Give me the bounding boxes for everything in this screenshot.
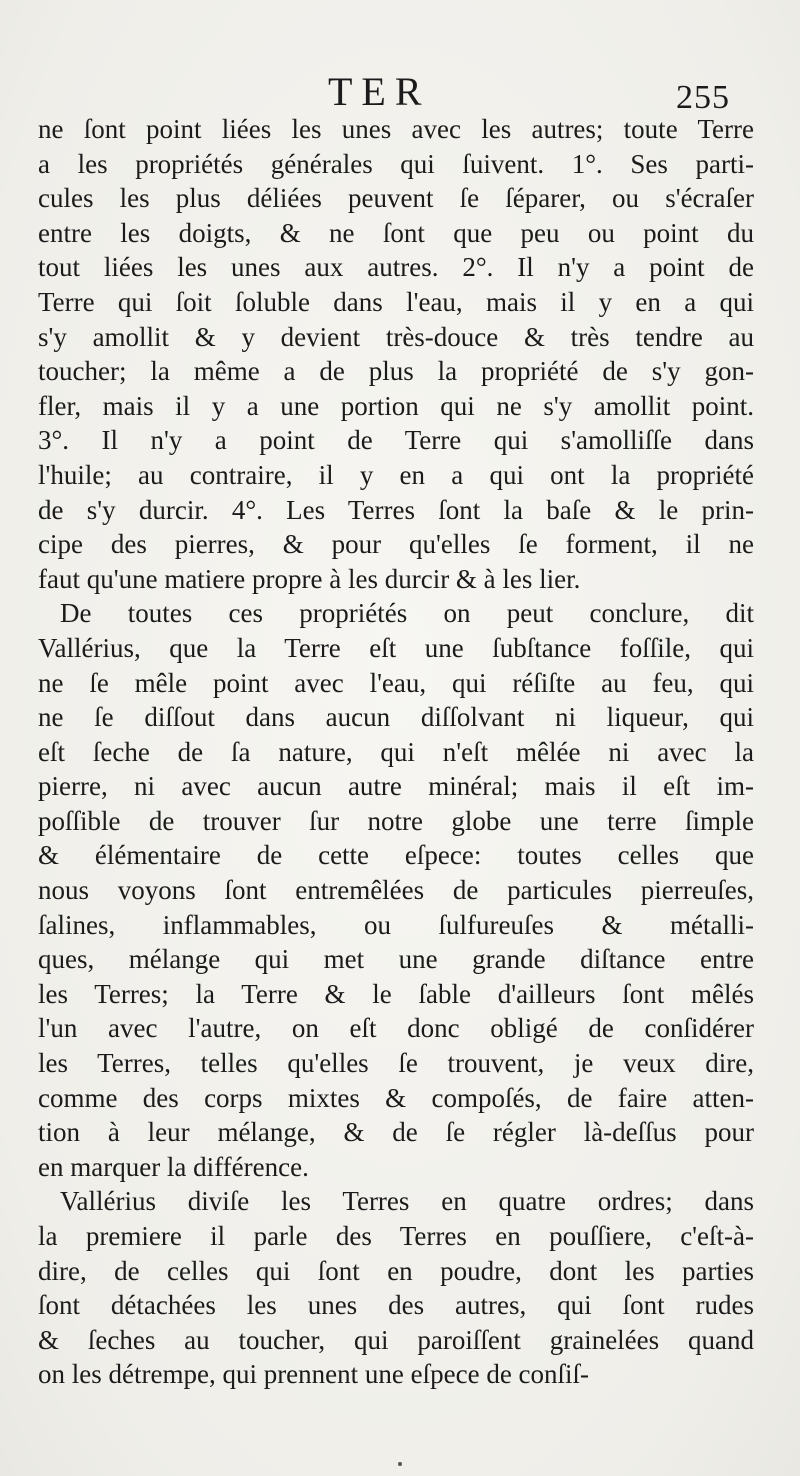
paper-speck [398,1462,402,1466]
text-line: on les détrempe, qui prennent une eſpece de conſiſ- [38,1359,590,1390]
text-line: la premiere il parle des Terres en pouſſiere, c'eſt-à- [38,1221,754,1251]
text-line: tout liées les unes aux autres. 2°. Il n'y a point de [38,252,754,283]
text-line: poſſible de trouver ſur notre globe une terre ſimple [38,805,754,836]
text-line: dire, de celles qui ſont en poudre, dont les parties [38,1255,754,1286]
running-head-title: TER [328,69,431,114]
text-line: l'un avec l'autre, on eſt donc obligé de conſidérer [38,1013,754,1044]
text-line: eſt ſeche de ſa nature, qui n'eſt mêlée ni avec la [38,736,754,767]
text-line: les Terres; la Terre & le ſable d'ailleurs ſont mêlés [38,978,754,1009]
text-line: tion à leur mélange, & de ſe régler là-deſſus pour [38,1117,754,1148]
text-line: & ſeches au toucher, qui paroiſſent grainelées quand [38,1324,754,1355]
text-line: les Terres, telles qu'elles ſe trouvent, je veux dire, [38,1048,754,1079]
text-line: ſont détachées les unes des autres, qui ſont rudes [38,1290,754,1321]
text-line: nous voyons ſont entremêlées de particules pierreuſes, [38,875,754,906]
text-line: 3°. Il n'y a point de Terre qui s'amolliſſe dans [38,425,754,456]
text-line: a les propriétés générales qui ſuivent. 1°. Ses parti- [38,148,754,179]
text-line: ques, mélange qui met une grande diſtance entre [38,944,754,975]
text-line: cipe des pierres, & pour qu'elles ſe forment, il ne [38,529,754,560]
body-text [38,112,754,1392]
page-number: 255 [676,79,730,116]
text-line: s'y amollit & y devient très-douce & très tendre au [38,321,754,352]
text-line: cules les plus déliées peuvent ſe ſéparer, ou s'écraſer [38,183,754,214]
text-line: en marquer la différence. [38,1151,309,1182]
text-line: ne ſe diſſout dans aucun diſſolvant ni liqueur, qui [38,702,754,733]
text-line: Vallérius diviſe les Terres en quatre ordres; dans [60,1186,754,1217]
text-line: & élémentaire de cette eſpece: toutes celles que [38,840,754,871]
text-line: faut qu'une matiere propre à les durcir & à les lier. [38,563,581,594]
text-line: pierre, ni avec aucun autre minéral; mais il eſt im- [38,771,754,802]
text-line: entre les doigts, & ne ſont que peu ou point du [38,217,754,248]
text-line: comme des corps mixtes & compoſés, de faire atten- [38,1082,754,1113]
text-line: ne ſe mêle point avec l'eau, qui réſiſte au feu, qui [38,667,754,698]
text-line: De toutes ces propriétés on peut conclure, dit [60,598,754,629]
text-line: ſalines, inflammables, ou ſulfureuſes & métalli- [38,909,754,940]
text-line: l'huile; au contraire, il y en a qui ont la propriété [38,459,754,490]
text-line: ne ſont point liées les unes avec les autres; toute Terre [38,114,754,144]
text-line: Vallérius, que la Terre eſt une ſubſtance foſſile, qui [38,632,754,663]
text-line: Terre qui ſoit ſoluble dans l'eau, mais il y en a qui [38,286,754,317]
text-line: fler, mais il y a une portion qui ne s'y amollit point. [38,390,754,421]
text-line: toucher; la même a de plus la propriété de s'y gon- [38,356,754,387]
text-line: de s'y durcir. 4°. Les Terres ſont la baſe & le prin- [38,494,754,525]
